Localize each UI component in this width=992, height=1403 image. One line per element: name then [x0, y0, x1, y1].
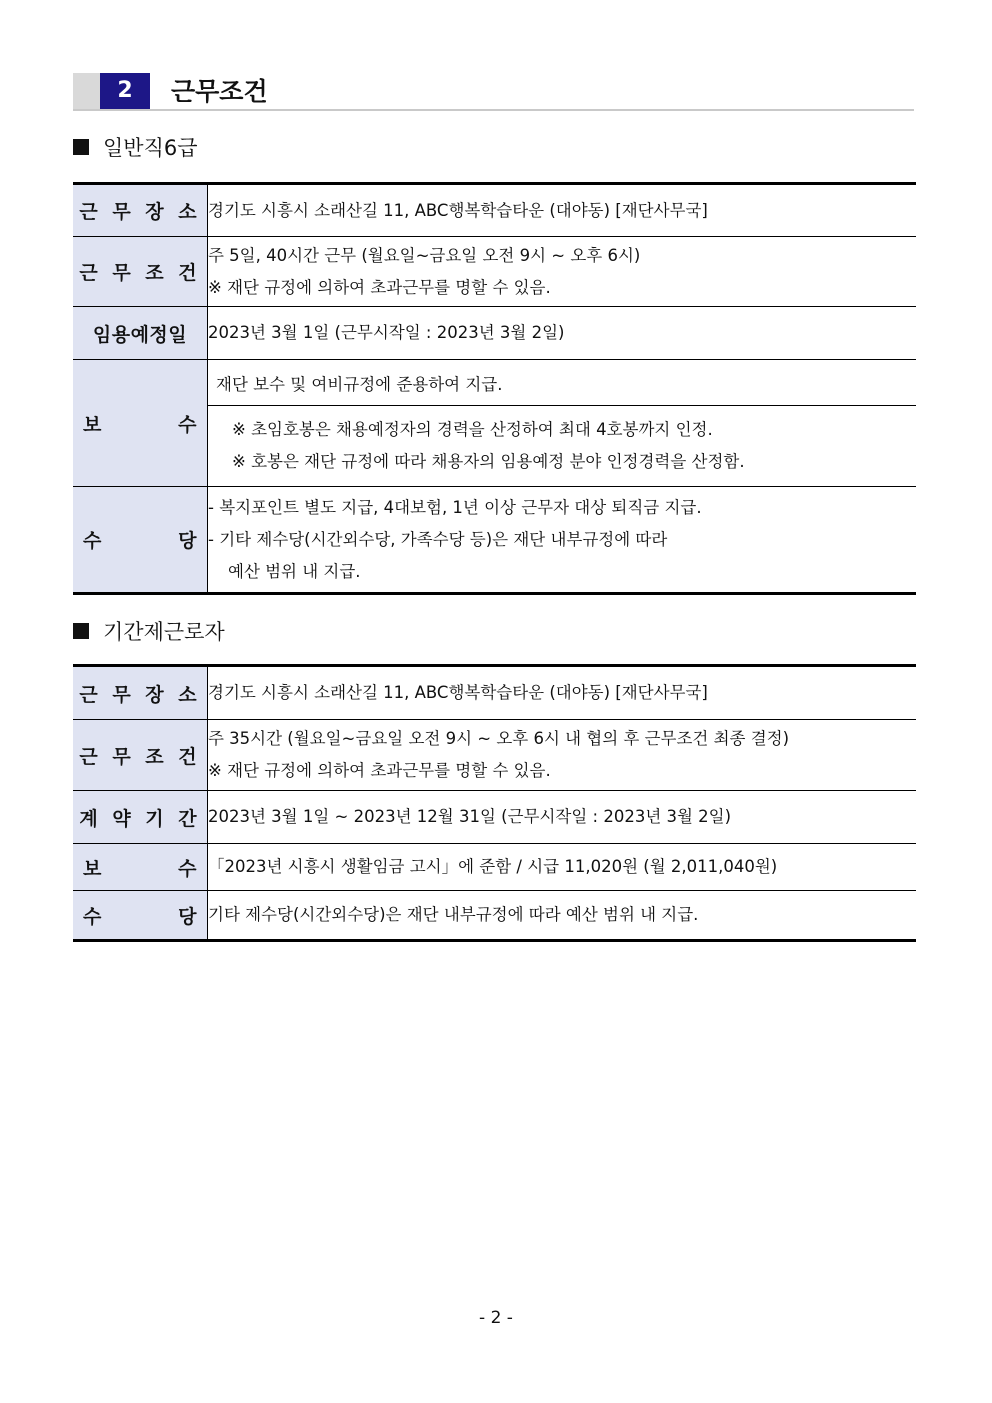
content-line: 주 35시간 (월요일~금요일 오전 9시 ~ 오후 6시 내 협의 후 근무조건 최종 결정) [208, 729, 790, 748]
subheading-contract-label: 기간제근로자 [103, 620, 225, 644]
row-label: 보 수 [73, 360, 208, 487]
content-line: 2023년 3월 1일 ~ 2023년 12월 31일 (근무시작일 : 2023년 3월 2일) [208, 807, 732, 826]
row-label: 근 무 조 건 [73, 720, 208, 791]
section-title: 근무조건 [171, 77, 268, 106]
row-label: 근 무 조 건 [73, 237, 208, 307]
table-row [73, 487, 916, 594]
content-line: - 복지포인트 별도 지급, 4대보험, 1년 이상 근무자 대상 퇴직금 지급. [208, 497, 702, 517]
row-label: 수 당 [73, 891, 208, 941]
table-row [73, 184, 916, 237]
content-line: ※ 초임호봉은 채용예정자의 경력을 산정하여 최대 4호봉까지 인정. [232, 419, 713, 439]
row-content [208, 237, 917, 307]
row-label: 근 무 장 소 [73, 666, 208, 720]
content-line: 예산 범위 내 지급. [228, 561, 361, 581]
section-number: 2 [100, 73, 150, 109]
section-header [73, 73, 914, 111]
table-row [73, 360, 916, 487]
row-label: 계 약 기 간 [73, 791, 208, 844]
content-line: 「2023년 시흥시 생활임금 고시」에 준함 / 시급 11,020원 (월 2,011,040원) [208, 857, 778, 876]
row-label: 보 수 [73, 844, 208, 891]
row-content [208, 307, 917, 360]
row-content [208, 720, 917, 791]
row-content [208, 184, 917, 237]
row-content [208, 666, 917, 720]
content-line: 재단 보수 및 여비규정에 준용하여 지급. [216, 374, 503, 394]
table-row [73, 844, 916, 891]
row-content [208, 844, 917, 891]
page-number: - 2 - [479, 1308, 513, 1328]
subheading-general [73, 132, 198, 162]
row-label: 수 당 [73, 487, 208, 594]
general-conditions-table [73, 182, 916, 595]
row-content [208, 487, 917, 594]
contract-conditions-table [73, 664, 916, 942]
row-content [208, 791, 917, 844]
row-content [208, 360, 917, 487]
content-top-part [208, 369, 916, 406]
content-line: 경기도 시흥시 소래산길 11, ABC행복학습타운 (대야동) [재단사무국] [208, 683, 708, 702]
content-line: - 기타 제수당(시간외수당, 가족수당 등)은 재단 내부규정에 따라 [208, 529, 668, 549]
table-row [73, 720, 916, 791]
content-line: 경기도 시흥시 소래산길 11, ABC행복학습타운 (대야동) [재단사무국] [208, 200, 708, 220]
row-label: 임용예정일 [73, 307, 208, 360]
content-line: 주 5일, 40시간 근무 (월요일~금요일 오전 9시 ~ 오후 6시) [208, 245, 641, 265]
table-row [73, 307, 916, 360]
content-line: 2023년 3월 1일 (근무시작일 : 2023년 3월 2일) [208, 323, 565, 342]
subheading-contract [73, 616, 225, 646]
content-bottom-part [208, 406, 916, 478]
subheading-general-label: 일반직6급 [103, 136, 198, 160]
row-content [208, 891, 917, 941]
header-accent-block [73, 73, 100, 109]
content-line: 기타 제수당(시간외수당)은 재단 내부규정에 따라 예산 범위 내 지급. [208, 905, 699, 924]
table-row [73, 891, 916, 941]
square-bullet-icon [73, 623, 89, 639]
content-line: ※ 재단 규정에 의하여 초과근무를 명할 수 있음. [208, 277, 551, 297]
content-line: ※ 재단 규정에 의하여 초과근무를 명할 수 있음. [208, 761, 551, 780]
row-label: 근 무 장 소 [73, 184, 208, 237]
content-line: ※ 호봉은 재단 규정에 따라 채용자의 임용예정 분야 인정경력을 산정함. [232, 451, 745, 471]
table-row [73, 666, 916, 720]
table-row [73, 237, 916, 307]
square-bullet-icon [73, 139, 89, 155]
table-row [73, 791, 916, 844]
